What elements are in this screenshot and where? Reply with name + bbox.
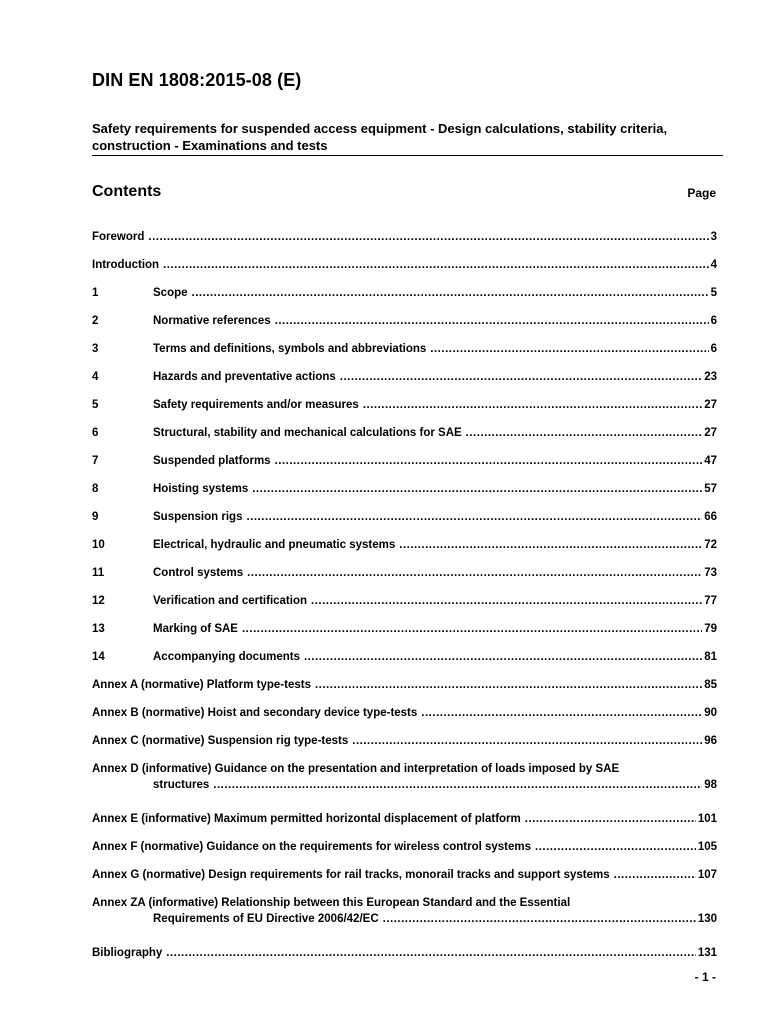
toc-entry-page: 90 [704, 707, 717, 719]
toc-entry-page: 3 [710, 231, 717, 243]
toc-entry-number: 2 [92, 315, 99, 327]
toc-entry-page: 79 [704, 623, 717, 635]
toc-entry[interactable] [92, 398, 717, 426]
toc-entry-page: 73 [704, 567, 717, 579]
toc-dot-leader [399, 538, 702, 552]
toc-dot-leader [166, 946, 696, 960]
toc-entry[interactable] [92, 566, 717, 594]
toc-entry[interactable] [92, 812, 717, 840]
toc-entry-page: 130 [697, 913, 717, 925]
toc-entry-title-continued: Requirements of EU Directive 2006/42/EC [153, 913, 379, 925]
toc-entry-title: Foreword [92, 231, 145, 243]
toc-dot-leader [246, 510, 702, 524]
document-id: DIN EN 1808:2015-08 (E) [92, 70, 302, 90]
toc-entry-page: 23 [704, 371, 717, 383]
toc-dot-leader [535, 840, 696, 854]
toc-entry[interactable] [92, 370, 717, 398]
toc-dot-leader [383, 912, 696, 926]
toc-entry-number: 6 [92, 427, 99, 439]
toc-entry-page: 77 [704, 595, 717, 607]
footer-page-number: - 1 - [694, 970, 716, 984]
toc-entry-page: 96 [704, 735, 717, 747]
toc-entry-page: 105 [697, 841, 717, 853]
toc-entry-page: 131 [697, 947, 717, 959]
toc-entry-title: Control systems [153, 567, 244, 579]
toc-entry-page: 27 [704, 399, 717, 411]
toc-entry[interactable] [92, 342, 717, 370]
table-of-contents [92, 230, 717, 974]
toc-dot-leader [340, 370, 702, 384]
toc-entry-number: 14 [92, 651, 105, 663]
toc-dot-leader [311, 594, 702, 608]
toc-entry[interactable] [92, 286, 717, 314]
toc-entry-number: 8 [92, 483, 99, 495]
toc-entry-title: Annex D (informative) Guidance on the presentation and interpretation of loads imposed by SAE [92, 763, 620, 775]
toc-entry[interactable] [92, 622, 717, 650]
toc-dot-leader [163, 258, 709, 272]
toc-dot-leader [275, 454, 703, 468]
toc-dot-leader [421, 706, 702, 720]
toc-entry[interactable] [92, 258, 717, 286]
toc-entry-title: Bibliography [92, 947, 163, 959]
toc-entry-title: Annex ZA (informative) Relationship between this European Standard and the Essential [92, 897, 571, 909]
toc-entry[interactable] [92, 482, 717, 510]
toc-entry-number: 4 [92, 371, 99, 383]
toc-entry-title-continued: structures [153, 779, 210, 791]
toc-entry-page: 5 [710, 287, 717, 299]
title-rule [92, 155, 723, 156]
toc-entry[interactable] [92, 868, 717, 896]
toc-entry[interactable] [92, 762, 717, 812]
toc-entry-page: 107 [697, 869, 717, 881]
toc-entry-page: 85 [704, 679, 717, 691]
toc-entry-number: 12 [92, 595, 105, 607]
toc-entry-title: Marking of SAE [153, 623, 238, 635]
toc-dot-leader [304, 650, 702, 664]
toc-entry-title: Hoisting systems [153, 483, 249, 495]
toc-entry-page: 47 [704, 455, 717, 467]
toc-entry[interactable] [92, 896, 717, 946]
toc-entry-page: 27 [704, 427, 717, 439]
toc-entry[interactable] [92, 538, 717, 566]
toc-entry-title: Terms and definitions, symbols and abbreviations [153, 343, 427, 355]
toc-entry-title: Introduction [92, 259, 160, 271]
document-title: Safety requirements for suspended access equipment - Design calculations, stability criteria, construction - Examinations and tests [92, 121, 668, 153]
toc-entry-number: 5 [92, 399, 99, 411]
toc-entry-number: 1 [92, 287, 99, 299]
toc-entry-title: Scope [153, 287, 188, 299]
toc-entry-title: Verification and certification [153, 595, 308, 607]
toc-dot-leader [247, 566, 702, 580]
toc-entry-title: Annex B (normative) Hoist and secondary device type-tests [92, 707, 418, 719]
toc-entry[interactable] [92, 946, 717, 974]
toc-entry-title: Annex G (normative) Design requirements for rail tracks, monorail tracks and support systems [92, 869, 610, 881]
toc-entry[interactable] [92, 840, 717, 868]
toc-entry[interactable] [92, 314, 717, 342]
toc-entry-page: 4 [710, 259, 717, 271]
toc-entry[interactable] [92, 594, 717, 622]
toc-entry-title: Annex E (informative) Maximum permitted horizontal displacement of platform [92, 813, 521, 825]
toc-entry-page: 6 [710, 343, 717, 355]
toc-dot-leader [213, 778, 702, 792]
toc-dot-leader [252, 482, 702, 496]
toc-dot-leader [525, 812, 696, 826]
toc-entry-page: 101 [697, 813, 717, 825]
toc-entry-number: 3 [92, 343, 99, 355]
toc-entry[interactable] [92, 706, 717, 734]
contents-heading: Contents [92, 183, 162, 200]
toc-entry-page: 81 [704, 651, 717, 663]
toc-entry[interactable] [92, 734, 717, 762]
toc-entry-number: 11 [92, 567, 105, 579]
toc-entry[interactable] [92, 426, 717, 454]
toc-dot-leader [315, 678, 702, 692]
toc-entry[interactable] [92, 230, 717, 258]
toc-entry[interactable] [92, 454, 717, 482]
toc-entry[interactable] [92, 678, 717, 706]
toc-entry-title: Annex A (normative) Platform type-tests [92, 679, 311, 691]
toc-entry-number: 10 [92, 539, 105, 551]
toc-dot-leader [148, 230, 708, 244]
toc-entry-title: Safety requirements and/or measures [153, 399, 359, 411]
toc-dot-leader [192, 286, 709, 300]
toc-dot-leader [466, 426, 703, 440]
toc-entry-number: 7 [92, 455, 99, 467]
toc-entry-page: 57 [704, 483, 717, 495]
toc-dot-leader [275, 314, 709, 328]
toc-entry-title: Annex F (normative) Guidance on the requirements for wireless control systems [92, 841, 532, 853]
toc-dot-leader [363, 398, 702, 412]
toc-entry-title: Structural, stability and mechanical calculations for SAE [153, 427, 462, 439]
toc-entry-page: 6 [710, 315, 717, 327]
toc-entry-title: Suspension rigs [153, 511, 243, 523]
toc-entry-title: Electrical, hydraulic and pneumatic systems [153, 539, 396, 551]
toc-entry-number: 13 [92, 623, 105, 635]
toc-entry[interactable] [92, 510, 717, 538]
toc-dot-leader [352, 734, 702, 748]
toc-entry-title: Annex C (normative) Suspension rig type-tests [92, 735, 349, 747]
toc-entry-page: 98 [704, 779, 717, 791]
toc-entry-page: 72 [704, 539, 717, 551]
toc-entry-title: Normative references [153, 315, 271, 327]
toc-dot-leader [430, 342, 708, 356]
toc-entry[interactable] [92, 650, 717, 678]
page-column-heading: Page [687, 186, 716, 200]
toc-entry-title: Suspended platforms [153, 455, 271, 467]
toc-dot-leader [614, 868, 696, 882]
toc-dot-leader [242, 622, 702, 636]
toc-entry-number: 9 [92, 511, 99, 523]
toc-entry-title: Accompanying documents [153, 651, 300, 663]
toc-entry-title: Hazards and preventative actions [153, 371, 336, 383]
toc-entry-page: 66 [704, 511, 717, 523]
